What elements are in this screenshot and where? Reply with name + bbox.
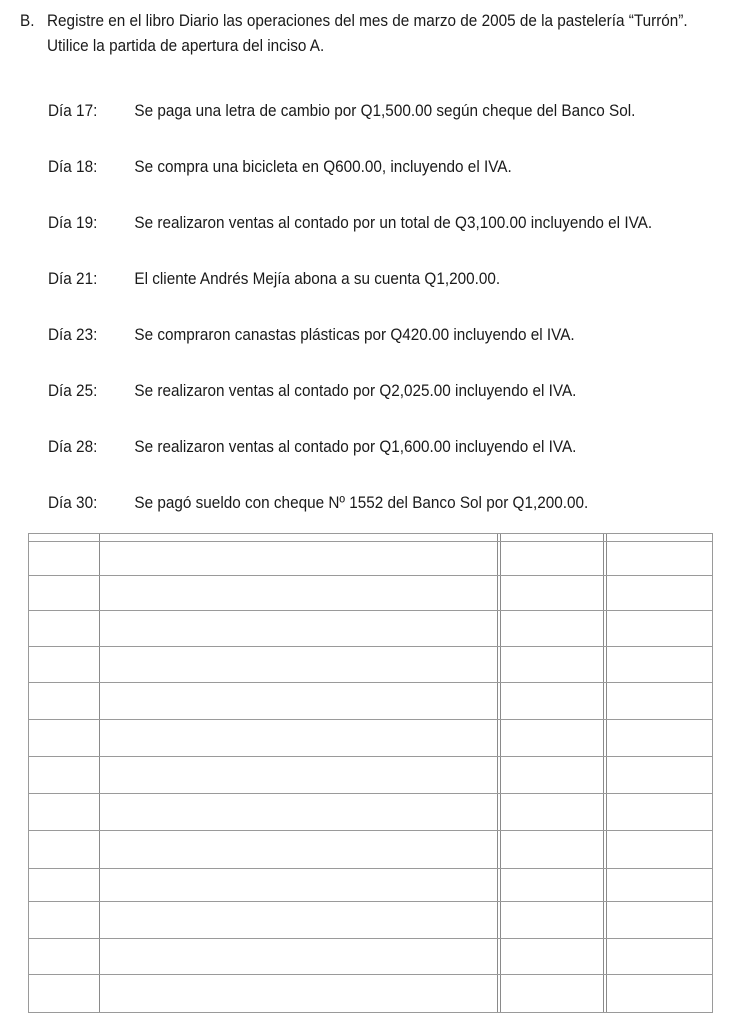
operation-day: Día 18: [48,157,98,176]
row-divider [29,541,712,542]
operations-list [48,96,731,544]
operation-day: Día 25: [48,381,98,400]
operation-description: Se compraron canastas plásticas por Q420.00 incluyendo el IVA. [134,325,575,344]
operation-item [48,264,731,320]
operation-day: Día 17: [48,101,98,120]
operation-description: Se realizaron ventas al contado por un total de Q3,100.00 incluyendo el IVA. [134,213,653,232]
exercise-header [20,8,720,58]
journal-table [28,533,713,1013]
column-divider [603,534,604,1012]
row-divider [29,901,712,902]
operation-description: Se paga una letra de cambio por Q1,500.00 según cheque del Banco Sol. [134,101,636,120]
operation-item [48,96,731,152]
column-divider [606,534,607,1012]
row-divider [29,830,712,831]
row-divider [29,575,712,576]
operation-item [48,432,731,488]
operation-day: Día 23: [48,325,98,344]
operation-day: Día 30: [48,493,98,512]
operation-description: El cliente Andrés Mejía abona a su cuenta Q1,200.00. [134,269,501,288]
exercise-instruction: Registre en el libro Diario las operaciones del mes de marzo de 2005 de la pastelería “Turrón”. Utilice la partida de apertura del inciso A. [47,11,688,55]
operation-item [48,208,731,264]
row-divider [29,646,712,647]
row-divider [29,719,712,720]
exercise-letter: B. [20,11,35,30]
row-divider [29,938,712,939]
operation-description: Se pagó sueldo con cheque Nº 1552 del Banco Sol por Q1,200.00. [134,493,589,512]
operation-day: Día 28: [48,437,98,456]
row-divider [29,756,712,757]
row-divider [29,610,712,611]
row-divider [29,868,712,869]
column-divider [497,534,498,1012]
operation-description: Se realizaron ventas al contado por Q2,025.00 incluyendo el IVA. [134,381,577,400]
operation-item [48,320,731,376]
column-divider [99,534,100,1012]
operation-description: Se compra una bicicleta en Q600.00, incluyendo el IVA. [134,157,512,176]
operation-day: Día 19: [48,213,98,232]
column-divider [500,534,501,1012]
row-divider [29,793,712,794]
operation-day: Día 21: [48,269,98,288]
operation-item [48,376,731,432]
operation-description: Se realizaron ventas al contado por Q1,600.00 incluyendo el IVA. [134,437,577,456]
row-divider [29,682,712,683]
row-divider [29,974,712,975]
operation-item [48,152,731,208]
